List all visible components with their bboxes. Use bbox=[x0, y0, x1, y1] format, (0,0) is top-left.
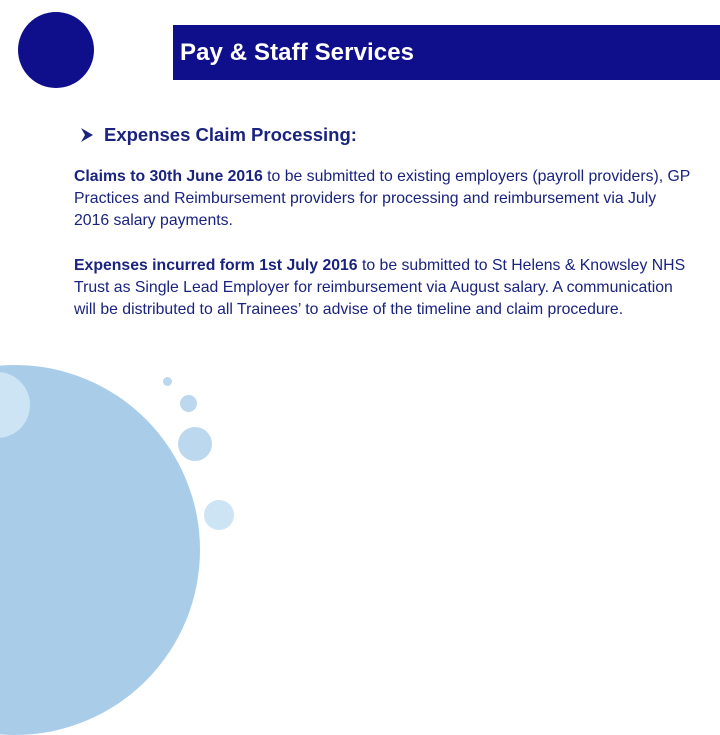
paragraph-lead: Claims to 30th June 2016 bbox=[74, 168, 263, 185]
bullet-heading bbox=[80, 124, 694, 146]
title-bar bbox=[173, 25, 720, 80]
decorative-dot bbox=[178, 427, 212, 461]
logo-circle bbox=[18, 12, 94, 88]
decorative-dot bbox=[180, 395, 197, 412]
slide-content bbox=[74, 124, 694, 344]
decorative-dot bbox=[204, 500, 234, 530]
paragraph-lead: Expenses incurred form 1st July 2016 bbox=[74, 257, 358, 274]
paragraph bbox=[74, 166, 694, 232]
paragraph-text: to be submitted to St Helens & Knowsley NHS Trust as Single Lead Employer for reimbursement via August salary. A communication will be distributed to all Trainees’ to advise of the timeline and claim procedure. bbox=[74, 257, 686, 318]
paragraph bbox=[74, 255, 694, 321]
decorative-dot bbox=[163, 377, 172, 386]
bullet-heading-text: Expenses Claim Processing: bbox=[104, 124, 357, 145]
decorative-circle-large bbox=[0, 365, 200, 735]
paragraph-text: to be submitted to existing employers (payroll providers), GP Practices and Reimbursement providers for processing and reimbursement via July 2016 salary payments. bbox=[74, 168, 691, 229]
arrow-bullet-icon bbox=[80, 127, 94, 143]
page-title: Pay & Staff Services bbox=[180, 38, 415, 66]
